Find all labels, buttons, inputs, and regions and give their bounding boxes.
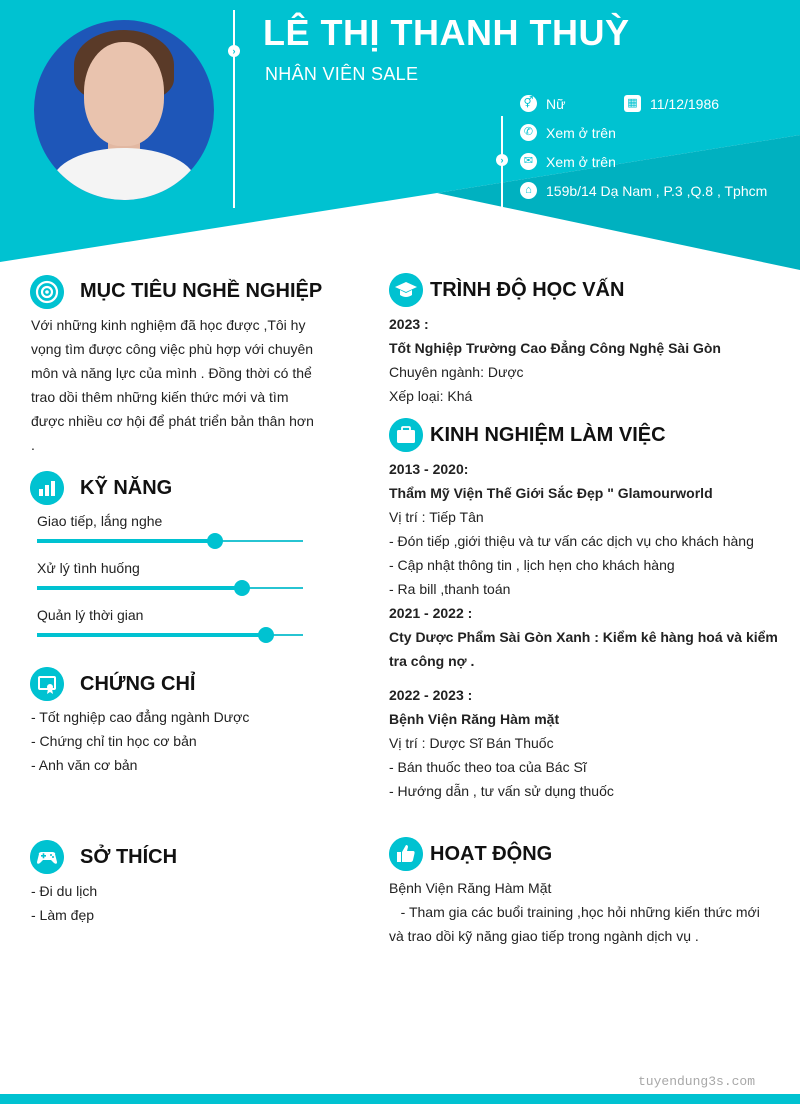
- objective-text: Với những kinh nghiệm đã học được ,Tôi hy vọng tìm được công việc phù hợp với chuyên môn và năng lực của mình . Đồng thời có thể trao dồi thêm những kiến thức mới và tìm được nhiều cơ hội để phát triển bản thân hơn .: [31, 317, 314, 453]
- chevron-right-icon: ›: [496, 154, 508, 166]
- briefcase-icon: [389, 418, 423, 452]
- skill-knob: [234, 580, 250, 596]
- education-title: TRÌNH ĐỘ HỌC VẤN: [430, 279, 625, 301]
- home-icon: ⌂: [520, 182, 537, 199]
- chevron-right-icon: ›: [228, 45, 240, 57]
- activities-title: HOẠT ĐỘNG: [430, 843, 553, 865]
- address-info: ⌂ 159b/14 Dạ Nam , P.3 ,Q.8 , Tphcm: [520, 182, 767, 199]
- header-divider: [233, 10, 235, 208]
- hobbies-list: [31, 879, 97, 927]
- skill-bar: [37, 540, 303, 542]
- skill-fill: [37, 586, 242, 590]
- gamepad-icon: [30, 840, 64, 874]
- envelope-icon: ✉: [520, 153, 537, 170]
- list-item: - Chứng chỉ tin học cơ bản: [31, 733, 197, 749]
- candidate-name: LÊ THỊ THANH THUỲ: [263, 12, 630, 53]
- hobbies-title: SỞ THÍCH: [80, 846, 178, 868]
- certificate-icon: [30, 667, 64, 701]
- footer-bar: [0, 1094, 800, 1104]
- skill-knob: [207, 533, 223, 549]
- watermark: tuyendung3s.com: [638, 1074, 756, 1089]
- email-info: ✉ Xem ở trên: [520, 153, 616, 170]
- skills-title: KỸ NĂNG: [80, 477, 173, 499]
- list-item: - Làm đẹp: [31, 907, 95, 923]
- activities-text: Bệnh Viện Răng Hàm Mặt - Tham gia các buổi training ,học hỏi những kiến thức mới và trao dồi kỹ năng giao tiếp trong ngành dịch vụ .: [389, 880, 760, 944]
- experience-job-3: 2022 - 2023 : Bệnh Viện Răng Hàm mặt Vị trí : Dược Sĩ Bán Thuốc - Bán thuốc theo toa của Bác Sĩ - Hướng dẫn , tư vấn sử dụng thuốc: [389, 687, 614, 799]
- birthday-info: ▦ 11/12/1986: [624, 95, 719, 112]
- objective-title: MỤC TIÊU NGHỀ NGHIỆP: [80, 280, 323, 302]
- education-text: 2023 : Tốt Nghiệp Trường Cao Đẳng Công Nghệ Sài Gòn Chuyên ngành: Dược Xếp loại: Khá: [389, 316, 721, 404]
- calendar-icon: ▦: [624, 95, 641, 112]
- list-item: - Đi du lịch: [31, 883, 98, 899]
- skill-bar: [37, 587, 303, 589]
- experience-job-2: 2021 - 2022 : Cty Dược Phẩm Sài Gòn Xanh : Kiểm kê hàng hoá và kiểm tra công nợ .: [389, 605, 778, 669]
- job-title: NHÂN VIÊN SALE: [265, 64, 419, 84]
- skill-fill: [37, 539, 215, 543]
- profile-photo: [34, 20, 214, 200]
- skill-fill: [37, 633, 266, 637]
- skill-label: Quản lý thời gian: [37, 607, 144, 623]
- phone-info: ✆ Xem ở trên: [520, 124, 616, 141]
- phone-icon: ✆: [520, 124, 537, 141]
- gender-icon: ⚥: [520, 95, 537, 112]
- skill-label: Giao tiếp, lắng nghe: [37, 513, 163, 529]
- certificates-list: [31, 705, 249, 777]
- graduation-cap-icon: [389, 273, 423, 307]
- skill-bar: [37, 634, 303, 636]
- experience-title: KINH NGHIỆM LÀM VIỆC: [430, 424, 666, 446]
- bar-chart-icon: [30, 471, 64, 505]
- gender-info: ⚥ Nữ: [520, 95, 565, 112]
- thumbs-up-icon: [389, 837, 423, 871]
- target-icon: [30, 275, 64, 309]
- certificates-title: CHỨNG CHỈ: [80, 673, 196, 695]
- list-item: - Tốt nghiệp cao đẳng ngành Dược: [31, 709, 250, 725]
- skill-label: Xử lý tình huống: [37, 560, 140, 576]
- list-item: - Anh văn cơ bản: [31, 757, 138, 773]
- skill-knob: [258, 627, 274, 643]
- experience-job-1: 2013 - 2020: Thẩm Mỹ Viện Thế Giới Sắc Đẹp " Glamourworld Vị trí : Tiếp Tân - Đón tiếp ,giới thiệu và tư vấn các dịch vụ cho khách hàng - Cập nhật thông tin , lịch hẹn cho khách hàng - Ra bill ,thanh toán: [389, 461, 754, 597]
